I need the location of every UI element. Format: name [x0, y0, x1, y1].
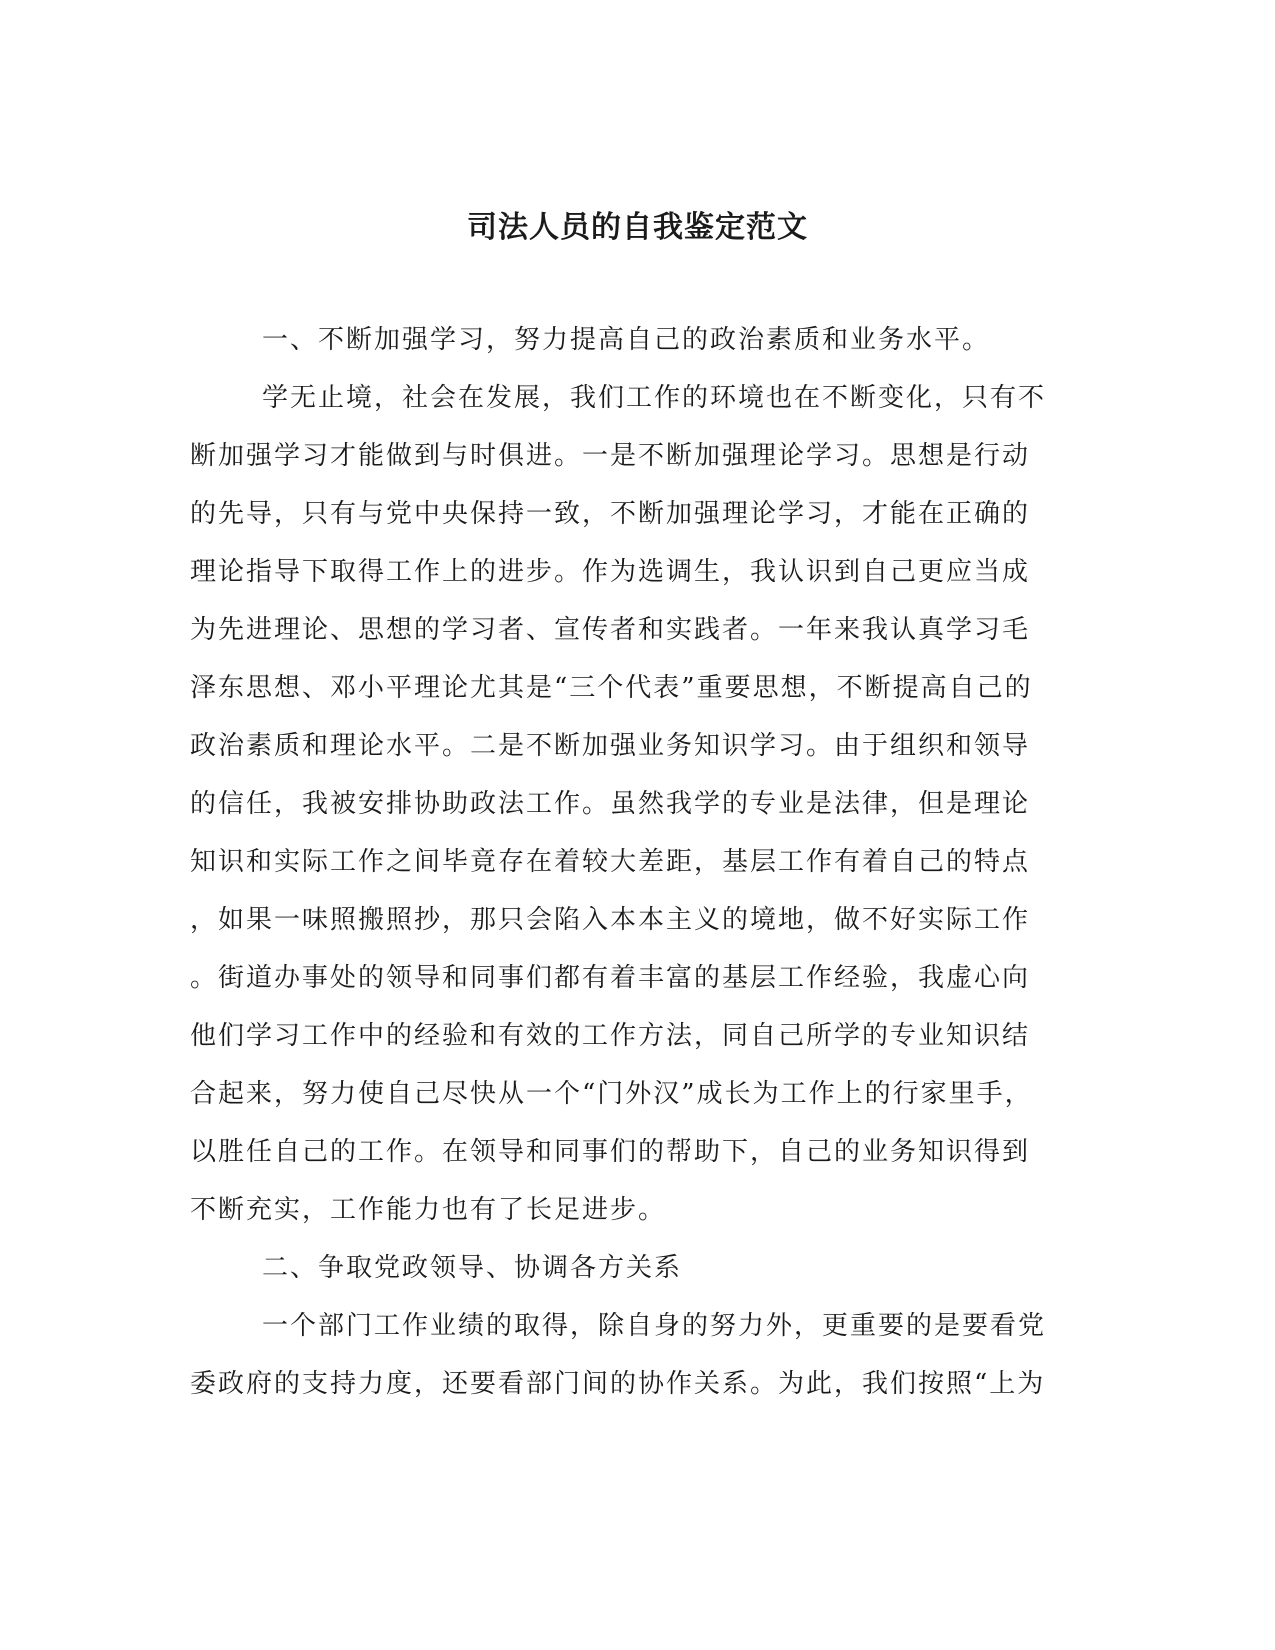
paragraph-line: 一个部门工作业绩的取得，除自身的努力外，更重要的是要看党 — [262, 1311, 1047, 1341]
paragraph-line: 他们学习工作中的经验和有效的工作方法，同自己所学的专业知识结 — [190, 1021, 1031, 1051]
paragraph-line: 合起来，努力使自己尽快从一个“门外汉”成长为工作上的行家里手， — [190, 1079, 1033, 1109]
paragraph-line: 的先导，只有与党中央保持一致，不断加强理论学习，才能在正确的 — [190, 499, 1031, 529]
paragraph-line: ，如果一味照搬照抄，那只会陷入本本主义的境地，做不好实际工作 — [190, 905, 1031, 935]
paragraph-line: 理论指导下取得工作上的进步。作为选调生，我认识到自己更应当成 — [190, 557, 1031, 587]
paragraph-line: 为先进理论、思想的学习者、宣传者和实践者。一年来我认真学习毛 — [190, 615, 1031, 645]
paragraph-line: 委政府的支持力度，还要看部门间的协作关系。为此，我们按照“上为 — [190, 1369, 1046, 1399]
document-title: 司法人员的自我鉴定范文 — [467, 210, 808, 245]
paragraph-line: 学无止境，社会在发展，我们工作的环境也在不断变化，只有不 — [262, 383, 1047, 413]
section-heading-2: 二、争取党政领导、协调各方关系 — [262, 1253, 683, 1283]
paragraph-line: 以胜任自己的工作。在领导和同事们的帮助下，自己的业务知识得到 — [190, 1137, 1031, 1167]
paragraph-line: 不断充实，工作能力也有了长足进步。 — [190, 1195, 667, 1225]
paragraph-line: 知识和实际工作之间毕竟存在着较大差距，基层工作有着自己的特点 — [190, 847, 1031, 877]
paragraph-line: 泽东思想、邓小平理论尤其是“三个代表”重要思想，不断提高自己的 — [190, 673, 1033, 703]
section-heading-1: 一、不断加强学习，努力提高自己的政治素质和业务水平。 — [262, 325, 991, 355]
paragraph-line: 断加强学习才能做到与时俱进。一是不断加强理论学习。思想是行动 — [190, 441, 1031, 471]
paragraph-line: 。街道办事处的领导和同事们都有着丰富的基层工作经验，我虚心向 — [190, 963, 1031, 993]
paragraph-line: 政治素质和理论水平。二是不断加强业务知识学习。由于组织和领导 — [190, 731, 1031, 761]
paragraph-line: 的信任，我被安排协助政法工作。虽然我学的专业是法律，但是理论 — [190, 789, 1031, 819]
